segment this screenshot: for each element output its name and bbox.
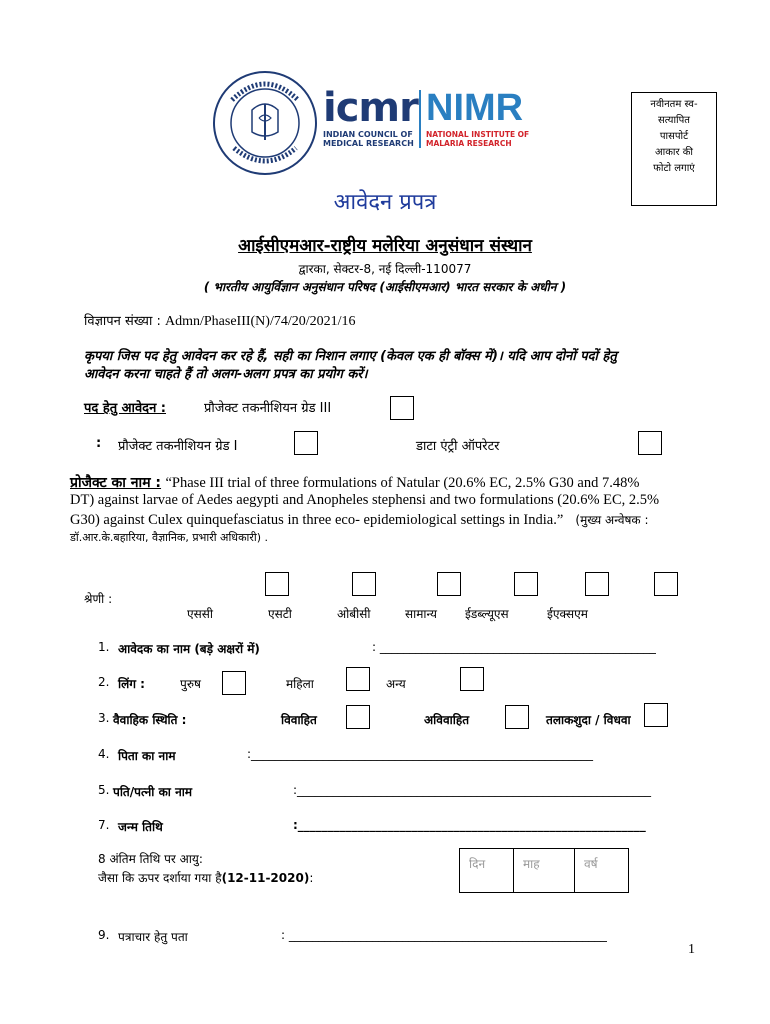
gender-female-label: महिला (286, 677, 314, 691)
father-name-label: पिता का नाम (118, 749, 176, 763)
age-label-colon: : (309, 871, 314, 885)
project-line-1 (70, 473, 639, 492)
project-pi-label: (मुख्य अन्वेषक : (575, 513, 649, 527)
marital-divorced-widow-label: तलाकशुदा / विधवा (546, 713, 631, 727)
checkbox-post-grade1[interactable] (294, 431, 318, 455)
checkbox-marital-married[interactable] (346, 705, 370, 729)
nimr-wordmark (426, 88, 529, 148)
spouse-name-label: पति/पत्नी का नाम (113, 785, 193, 799)
field-3-number: 3. (98, 711, 110, 725)
category-general: सामान्य (405, 607, 438, 621)
age-label-line-1: 8 अंतिम तिथि पर आयु: (98, 852, 203, 866)
age-year-cell[interactable]: वर्ष (574, 848, 629, 893)
advertisement-label: विज्ञापन संख्या : (84, 314, 161, 329)
advertisement-number (84, 311, 356, 330)
gender-label: लिंग : (118, 677, 145, 691)
instruction-line-1: कृपया जिस पद हेतु आवेदन कर रहे हैं, सही का निशान लगाए (केवल एक ही बॉक्स में)। यदि आप दोनों पदों हेतु (84, 349, 617, 364)
institute-address: द्वारका, सेक्टर-8, नई दिल्ली-110077 (298, 262, 472, 276)
gender-other-label: अन्य (386, 677, 406, 691)
age-label-line-2 (98, 869, 313, 886)
age-grid (459, 848, 629, 893)
icmr-logo-sub1: INDIAN COUNCIL OF (323, 130, 413, 139)
field-5-number: 5. (98, 783, 110, 797)
address-input[interactable]: : _____________________________________________________ (281, 928, 607, 942)
applicant-name-input[interactable]: : ______________________________________________ (372, 640, 656, 654)
project-text-2: DT) against larvae of Aedes aegypti and Anopheles stephensi and two formulations (20.6% EC, 2.5% (70, 492, 660, 508)
post-option-grade3: प्रौजेक्ट तकनीशियन ग्रेड III (204, 401, 332, 416)
marital-unmarried-label: अविवाहित (424, 713, 470, 727)
checkbox-gender-other[interactable] (460, 667, 484, 691)
gender-male-label: पुरुष (180, 677, 201, 691)
field-2-number: 2. (98, 675, 110, 689)
checkbox-category-obc[interactable] (437, 572, 461, 596)
field-9-number: 9. (98, 928, 110, 942)
father-name-input[interactable]: :_________________________________________________________ (247, 747, 594, 761)
category-sc: एससी (187, 607, 213, 621)
post-option-deo: डाटा एंट्री ऑपरेटर (416, 439, 500, 454)
category-ews: ईडब्ल्यूएस (465, 607, 509, 621)
nimr-logo-word: NIMR (426, 87, 524, 129)
checkbox-marital-divorced-widow[interactable] (644, 703, 668, 727)
icmr-seal-logo (212, 70, 318, 176)
field-4-number: 4. (98, 747, 110, 761)
checkbox-gender-female[interactable] (346, 667, 370, 691)
project-line-3 (70, 511, 649, 529)
nimr-logo-sub1: NATIONAL INSTITUTE OF (426, 130, 530, 139)
icmr-wordmark (323, 85, 418, 148)
project-pi-name: डॉ.आर.के.बहारिया, वैज्ञानिक, प्रभारी अधिकारी) . (70, 531, 268, 544)
category-exm: ईएक्सएम (547, 607, 588, 621)
checkbox-category-exm[interactable] (654, 572, 678, 596)
checkbox-post-grade3[interactable] (390, 396, 414, 420)
checkbox-marital-unmarried[interactable] (505, 705, 529, 729)
checkbox-post-deo[interactable] (638, 431, 662, 455)
category-st: एसटी (268, 607, 292, 621)
dob-label: जन्म तिथि (118, 820, 163, 834)
project-label: प्रोजैक्ट का नाम : (70, 475, 162, 491)
category-label: श्रेणी : (84, 592, 113, 606)
field-7-number: 7. (98, 818, 110, 832)
project-text-3: G30) against Culex quinquefasciatus in three eco- epidemiological settings in India.” (70, 512, 564, 528)
institute-name: आईसीएमआर-राष्ट्रीय मलेरिया अनुसंधान संस्थान (238, 236, 532, 256)
marital-status-label: वैवाहिक स्थिति : (113, 713, 187, 727)
form-title: आवेदन प्रपत्र (333, 190, 437, 215)
spouse-name-input[interactable]: :___________________________________________________________ (293, 783, 652, 797)
dob-input[interactable]: :__________________________________________________________ (293, 818, 646, 832)
address-label: पत्राचार हेतु पता (118, 930, 188, 944)
project-text-1: “Phase III trial of three formulations of Natular (20.6% EC, 2.5% G30 and 7.48% (165, 475, 640, 491)
age-reference-date: (12-11-2020) (221, 871, 310, 885)
post-grade1-prefix: : (96, 436, 102, 451)
page-number: 1 (688, 942, 695, 957)
parent-organisation: ( भारतीय आयुर्विज्ञान अनुसंधान परिषद (आईसीएमआर) भारत सरकार के अधीन ) (203, 280, 567, 294)
applicant-name-label: आवेदक का नाम (बड़े अक्षरों में) (118, 642, 260, 656)
icmr-logo-word: icmr (323, 85, 418, 131)
nimr-logo-sub2: MALARIA RESEARCH (426, 139, 512, 148)
photo-box-instruction: नवीनतम स्व- सत्यापित पासपोर्ट आकार की फोटो लगाएं (650, 99, 698, 174)
checkbox-category-sc[interactable] (265, 572, 289, 596)
checkbox-category-st[interactable] (352, 572, 376, 596)
age-label-text: जैसा कि ऊपर दर्शाया गया है (98, 871, 222, 885)
checkbox-category-general[interactable] (514, 572, 538, 596)
icmr-logo-sub2: MEDICAL RESEARCH (323, 139, 414, 148)
category-obc: ओबीसी (337, 607, 371, 621)
age-day-cell[interactable]: दिन (459, 848, 514, 893)
marital-married-label: विवाहित (281, 713, 317, 727)
checkbox-gender-male[interactable] (222, 671, 246, 695)
field-1-number: 1. (98, 640, 110, 654)
post-option-grade1: प्रौजेक्ट तकनीशियन ग्रेड I (118, 439, 238, 454)
post-label: पद हेतु आवेदन : (84, 401, 167, 416)
instruction-line-2: आवेदन करना चाहते हैं तो अलग-अलग प्रपत्र का प्रयोग करें। (84, 367, 368, 382)
checkbox-category-ews[interactable] (585, 572, 609, 596)
logo-divider (419, 90, 421, 148)
advertisement-value: Admn/PhaseIII(N)/74/20/2021/16 (164, 314, 356, 329)
age-month-cell[interactable]: माह (513, 848, 575, 893)
